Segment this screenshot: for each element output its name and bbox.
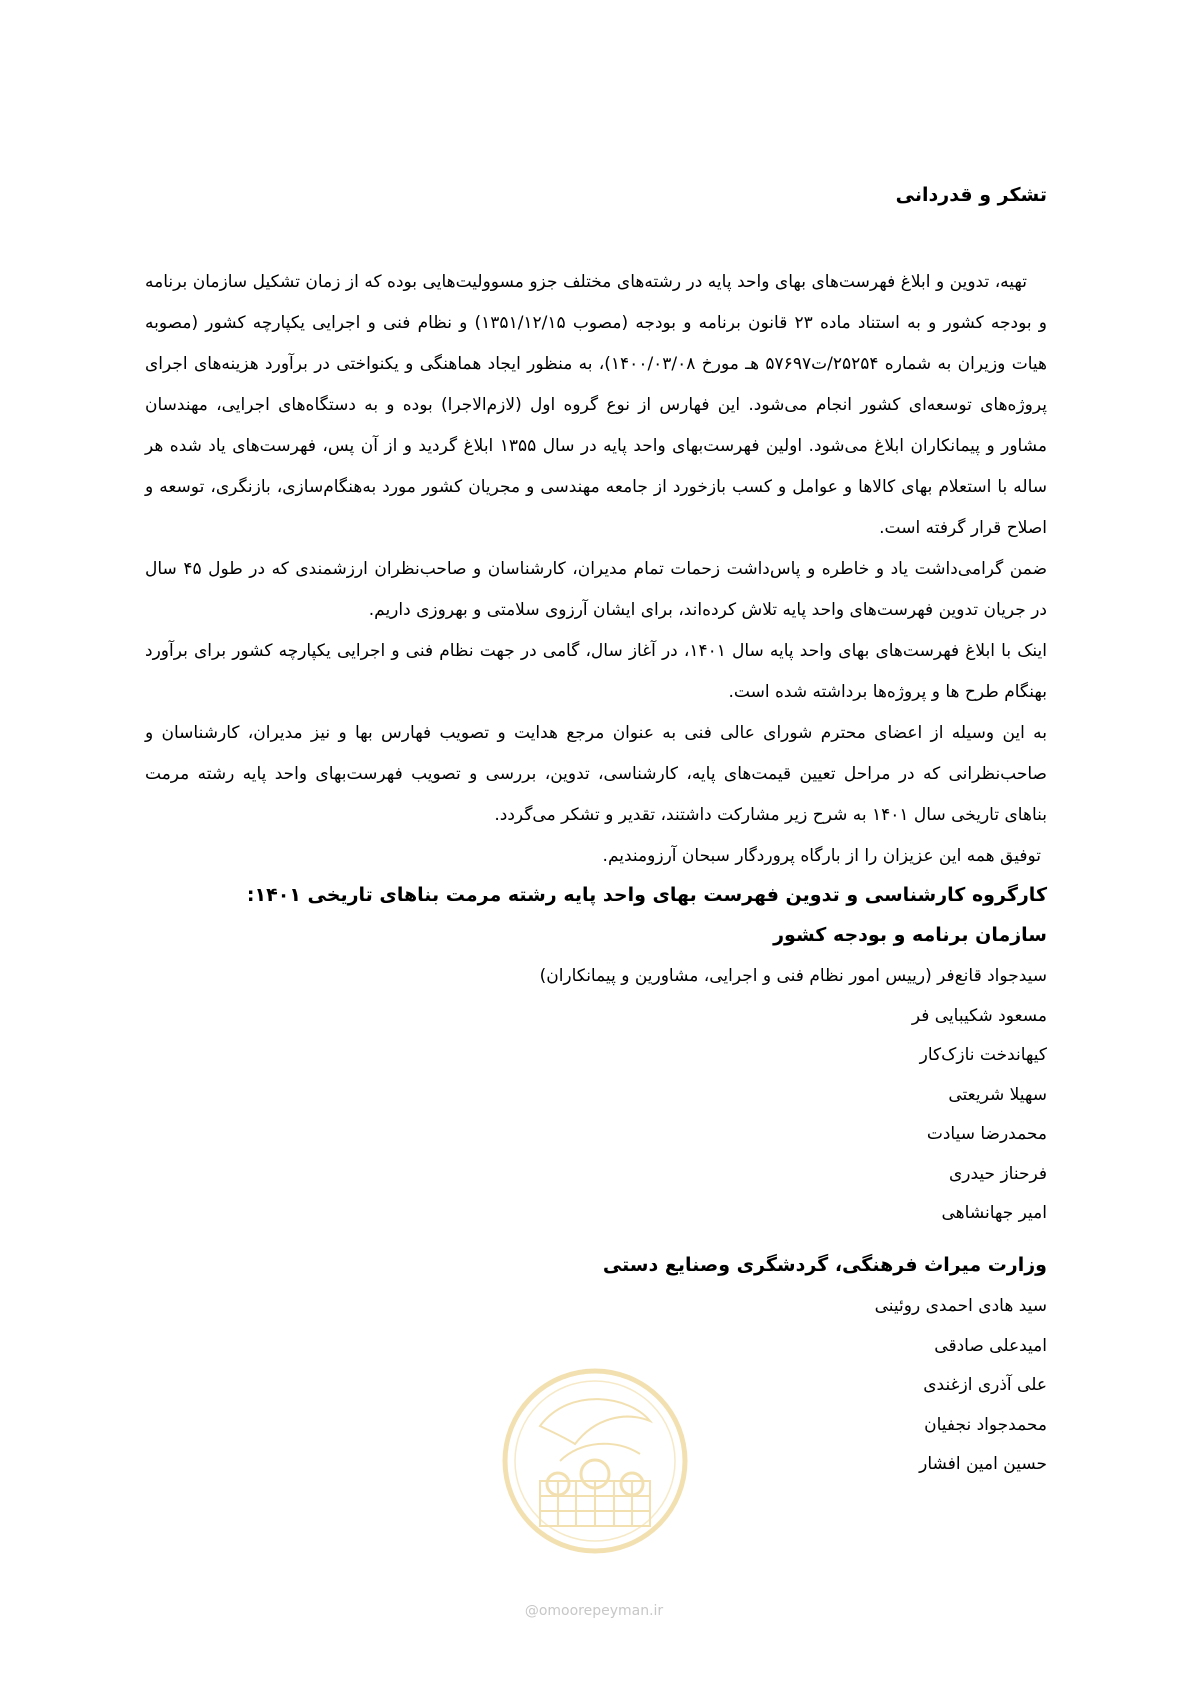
member-name: سیدجواد قانع‌فر (رییس امور نظام فنی و اجرایی، مشاورین و پیمانکاران) [539, 966, 1047, 986]
member-name: کیهاندخت نازک‌کار [919, 1045, 1047, 1065]
member-name: سید هادی احمدی روئینی [874, 1296, 1047, 1316]
organization-heading: وزارت میراث فرهنگی، گردشگری وصنایع دستی [602, 1254, 1047, 1276]
member-name: محمدجواد نجفیان [924, 1414, 1047, 1435]
member-name: امیدعلی صادقی [934, 1335, 1047, 1356]
working-group-section [145, 875, 1047, 1234]
paragraph-closing: توفیق همه این عزیزان را از بارگاه پروردگار سبحان آرزومندیم. [602, 846, 1041, 866]
member-name: محمدرضا سیادت [926, 1124, 1047, 1144]
member-name: فرحناز حیدری [948, 1163, 1047, 1184]
watermark-logo [500, 1366, 690, 1556]
member-list [145, 957, 1047, 1234]
working-group-heading: کارگروه کارشناسی و تدوین فهرست بهای واحد پایه رشته مرمت بناهای تاریخی ۱۴۰۱: [246, 884, 1047, 906]
member-name: علی آذری ازغندی [923, 1375, 1047, 1395]
acknowledgement-body [145, 262, 1047, 877]
watermark-url: @omoorepeyman.ir [524, 1603, 664, 1619]
organization-heading: سازمان برنامه و بودجه کشور [773, 924, 1047, 946]
page-title: تشکر و قدردانی [895, 184, 1047, 206]
member-name: سهیلا شریعتی [948, 1084, 1047, 1105]
member-name: مسعود شکیبایی فر [911, 1005, 1047, 1026]
paragraph-tribute: ضمن گرامی‌داشت یاد و خاطره و پاس‌داشت زحمات تمام مدیران، کارشناسان و صاحب‌نظران ارزشمندی که در طول ۴۵ سال در جریان تدوین فهرست‌های واحد پایه تلاش کرده‌اند، برای ایشان آرزوی سلامتی و بهروزی داریم. [145, 559, 1048, 620]
paragraph-announcement: اینک با ابلاغ فهرست‌های بهای واحد پایه سال ۱۴۰۱، در آغاز سال، گامی در جهت نظام فنی و اجرایی یکپارچه کشور برای برآورد بهنگام طرح ها و پروژه‌ها برداشته شده است. [145, 641, 1047, 702]
member-name: حسین امین افشار [919, 1454, 1047, 1474]
member-name: امیر جهانشاهی [941, 1203, 1047, 1223]
paragraph-thanks: به این وسیله از اعضای محترم شورای عالی فنی به عنوان مرجع هدایت و تصویب فهارس بها و نیز مدیران، کارشناسان و صاحب‌نظرانی که در مراحل تعیین قیمت‌های پایه، کارشناسی، تدوین، بررسی و تصویب فهرست‌بهای واحد پایه رشته مرمت بناهای تاریخی سال ۱۴۰۱ به شرح زیر مشارکت داشتند، تقدیر و تشکر می‌گردد. [145, 723, 1047, 825]
paragraph-intro: تهیه، تدوین و ابلاغ فهرست‌های بهای واحد پایه در رشته‌های مختلف جزو مسوولیت‌هایی بوده که از زمان تشکیل سازمان برنامه و بودجه کشور و به استناد ماده ۲۳ قانون برنامه و بودجه (مصوب ۱۳۵۱/۱۲/۱۵) و نظام فنی و اجرایی یکپارچه کشور (مصوبه هیات وزیران به شماره ۲۵۲۵۴/ت۵۷۶۹۷ هـ مورخ ۱۴۰۰/۰۳/۰۸)، به منظور ایجاد هماهنگی و یکنواختی در برآورد هزینه‌های اجرای پروژه‌های توسعه‌ای کشور انجام می‌شود. این فهارس از نوع گروه اول (لازم‌الاجرا) بوده و به دستگاه‌های اجرایی، مهندسان مشاور و پیمانکاران ابلاغ می‌شود. اولین فهرست‌بهای واحد پایه در سال ۱۳۵۵ ابلاغ گردید و از آن پس، فهرست‌های یاد شده هر ساله با استعلام بهای کالاها و عوامل و کسب بازخورد از جامعه مهندسی و مجریان کشور مورد به‌هنگام‌سازی، بازنگری، توسعه و اصلاح قرار گرفته است. [145, 272, 1048, 538]
